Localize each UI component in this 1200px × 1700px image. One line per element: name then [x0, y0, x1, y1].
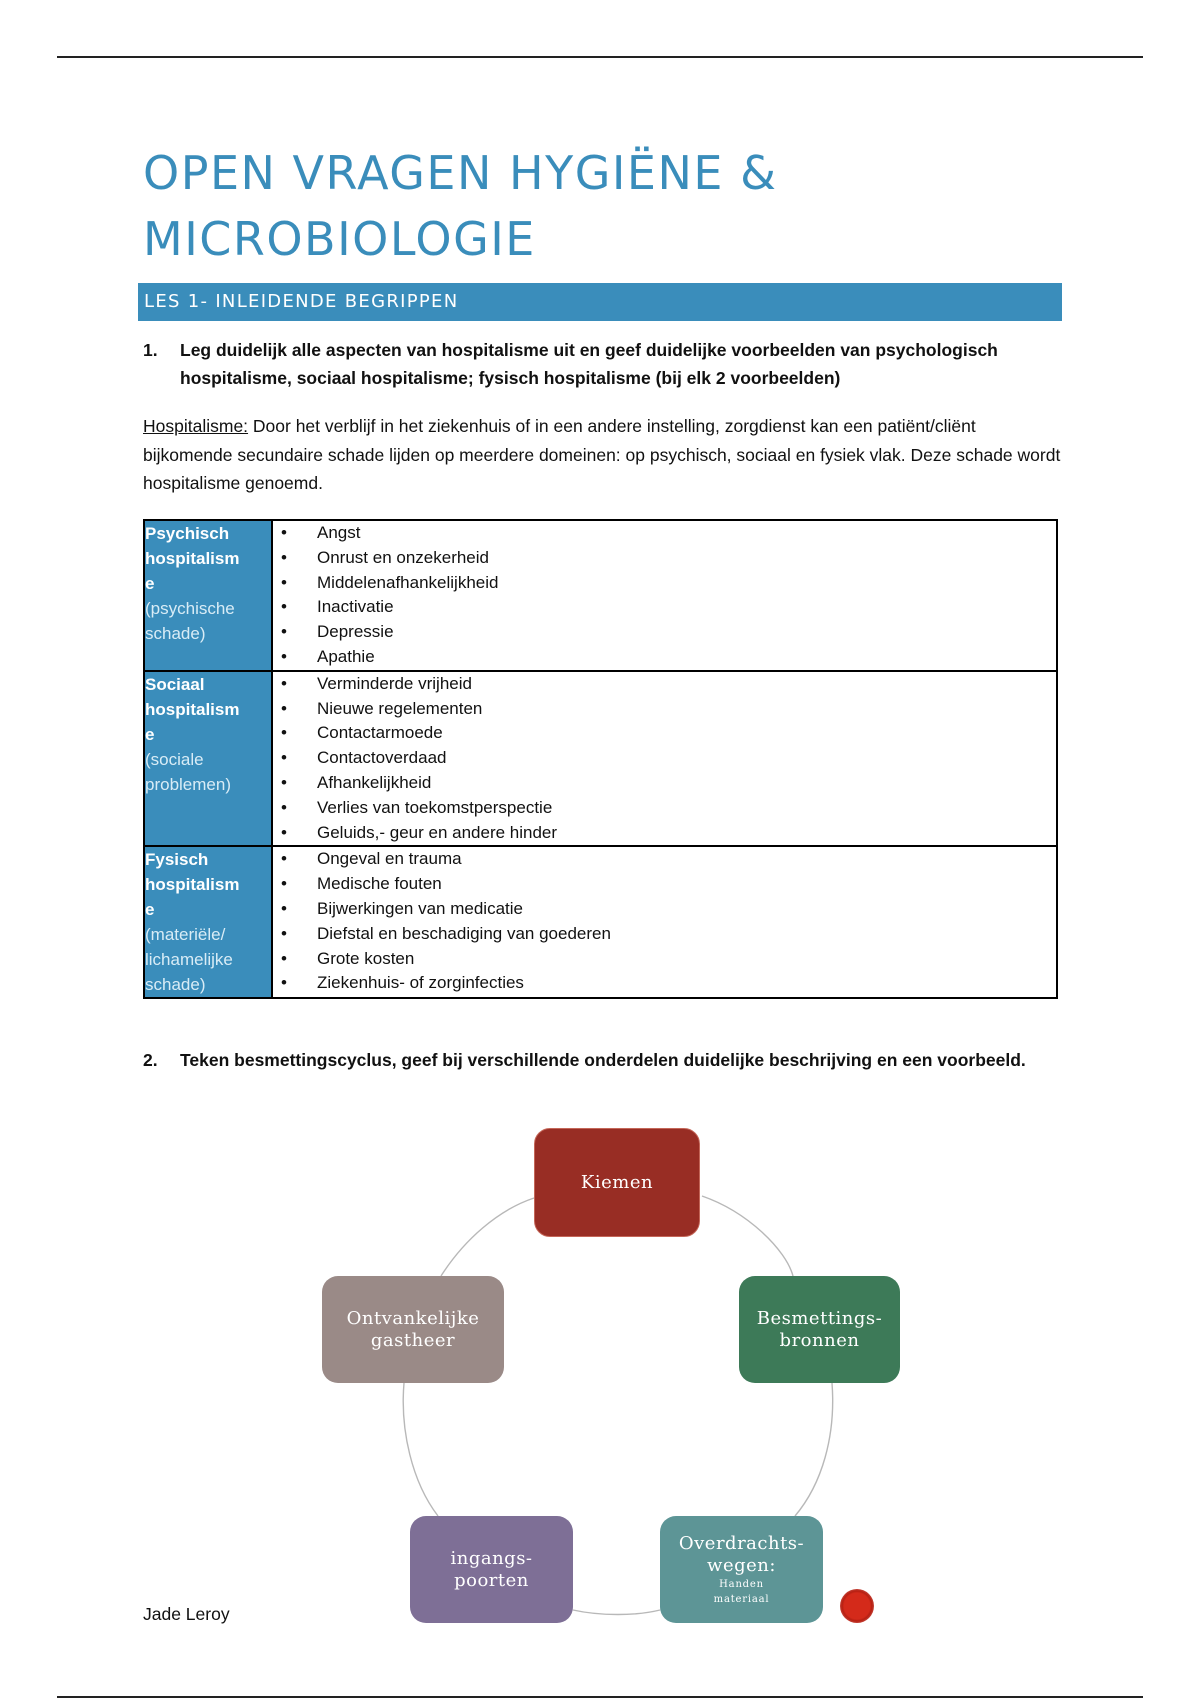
list-item: • Geluids,- geur en andere hinder — [281, 821, 1056, 846]
row-sub-line: lichamelijke — [145, 950, 233, 970]
definition-paragraph — [143, 412, 1063, 498]
list-item: • Diefstal en beschadiging van goederen — [281, 922, 1056, 947]
row-items-sociaal — [272, 671, 1057, 847]
cycle-node-besmettingsbronnen — [739, 1276, 900, 1383]
connector-bronnen-overdracht — [795, 1383, 833, 1516]
bullet-list — [273, 521, 1056, 670]
node-label: wegen: — [707, 1554, 776, 1576]
question-2 — [143, 1046, 1103, 1074]
cycle-node-kiemen — [534, 1128, 700, 1237]
row-label-psychisch — [144, 520, 272, 671]
list-item: • Apathie — [281, 645, 1056, 670]
list-item: • Afhankelijkheid — [281, 771, 1056, 796]
row-sub-line: problemen) — [145, 774, 231, 794]
node-label: Kiemen — [580, 1171, 654, 1193]
connector-ingang-ontvankelijk — [403, 1383, 438, 1516]
row-sub-line: (psychische — [145, 599, 235, 618]
list-item: • Ziekenhuis- of zorginfecties — [281, 971, 1056, 996]
list-item: • Contactoverdaad — [281, 746, 1056, 771]
definition-lead: Hospitalisme: — [143, 416, 249, 436]
node-label: ingangs- — [450, 1547, 533, 1569]
connector-kiemen-bronnen — [702, 1196, 793, 1276]
node-label: gastheer — [370, 1329, 456, 1351]
footer-rule — [57, 1696, 1143, 1698]
table-row-fysisch — [144, 846, 1057, 998]
header-rule — [57, 56, 1143, 58]
cycle-node-overdrachtswegen — [660, 1516, 823, 1623]
node-label: Overdrachts- — [678, 1532, 805, 1554]
node-label: Besmettings- — [756, 1307, 883, 1329]
list-item: • Inactivatie — [281, 595, 1056, 620]
row-name-line: hospitalism — [145, 549, 240, 568]
list-item: • Verminderde vrijheid — [281, 672, 1056, 697]
definition-text: Door het verblijf in het ziekenhuis of in een andere instelling, zorgdienst kan een patiënt/cliënt bijkomende secundaire schade lijden op meerdere domeinen: op psychisch, sociaal en fysiek vlak. Deze schade wordt hospitalisme genoemd. — [143, 416, 1061, 493]
author-name: Jade Leroy — [143, 1604, 230, 1624]
list-item: • Angst — [281, 521, 1056, 546]
cycle-node-ontvankelijke-gastheer — [322, 1276, 504, 1383]
row-items-psychisch — [272, 520, 1057, 671]
row-sub-line: (sociale — [145, 749, 204, 769]
document-title — [143, 140, 1043, 272]
section-heading: LES 1- INLEIDENDE BEGRIPPEN — [138, 283, 1062, 321]
title-line-1: OPEN VRAGEN HYGIËNE & — [143, 146, 778, 200]
row-label-fysisch — [144, 846, 272, 998]
row-name-line: e — [145, 900, 155, 920]
node-label: poorten — [454, 1569, 529, 1591]
row-sub-line: schade) — [145, 624, 206, 643]
row-items-fysisch — [272, 846, 1057, 998]
red-dot-marker — [840, 1589, 874, 1623]
row-sub-line: schade) — [145, 975, 206, 995]
list-item: • Grote kosten — [281, 947, 1056, 972]
list-item: • Middelenafhankelijkheid — [281, 571, 1056, 596]
node-label: bronnen — [779, 1329, 860, 1351]
list-item: • Medische fouten — [281, 872, 1056, 897]
connector-ontvankelijk-kiemen — [441, 1198, 534, 1276]
row-name-line: hospitalism — [145, 699, 240, 719]
question-2-number: 2. — [143, 1050, 158, 1070]
row-name-line: hospitalism — [145, 875, 240, 895]
list-item: • Verlies van toekomstperspectie — [281, 796, 1056, 821]
question-2-text: Teken besmettingscyclus, geef bij verschillende onderdelen duidelijke beschrijving en een voorbeeld. — [180, 1050, 1026, 1070]
list-item: • Nieuwe regelementen — [281, 697, 1056, 722]
bullet-list — [273, 847, 1056, 996]
node-sublabel: materiaal — [713, 1593, 770, 1605]
row-name-line: Psychisch — [145, 524, 230, 543]
question-1 — [143, 336, 1063, 392]
title-line-2: MICROBIOLOGIE — [143, 212, 536, 266]
list-item: • Onrust en onzekerheid — [281, 546, 1056, 571]
bullet-list — [273, 672, 1056, 846]
connector-overdracht-ingang — [573, 1610, 660, 1615]
row-name-line: e — [145, 724, 155, 744]
question-1-text: Leg duidelijk alle aspecten van hospitalisme uit en geef duidelijke voorbeelden van psychologisch hospitalisme, sociaal hospitalisme; fysisch hospitalisme (bij elk 2 voorbeelden) — [180, 340, 998, 388]
list-item: • Depressie — [281, 620, 1056, 645]
row-name-line: Sociaal — [145, 674, 205, 694]
row-label-sociaal — [144, 671, 272, 847]
table-row-psychisch — [144, 520, 1057, 671]
list-item: • Bijwerkingen van medicatie — [281, 897, 1056, 922]
cycle-node-ingangspoorten — [410, 1516, 573, 1623]
list-item: • Ongeval en trauma — [281, 847, 1056, 872]
row-name-line: Fysisch — [145, 850, 209, 870]
question-1-number: 1. — [143, 340, 158, 360]
row-name-line: e — [145, 574, 155, 593]
hospitalisme-table — [143, 519, 1058, 999]
table-row-sociaal — [144, 671, 1057, 847]
row-sub-line: (materiële/ — [145, 925, 226, 945]
list-item: • Contactarmoede — [281, 721, 1056, 746]
node-sublabel: Handen — [719, 1578, 764, 1590]
node-label: Ontvankelijke — [346, 1307, 480, 1329]
